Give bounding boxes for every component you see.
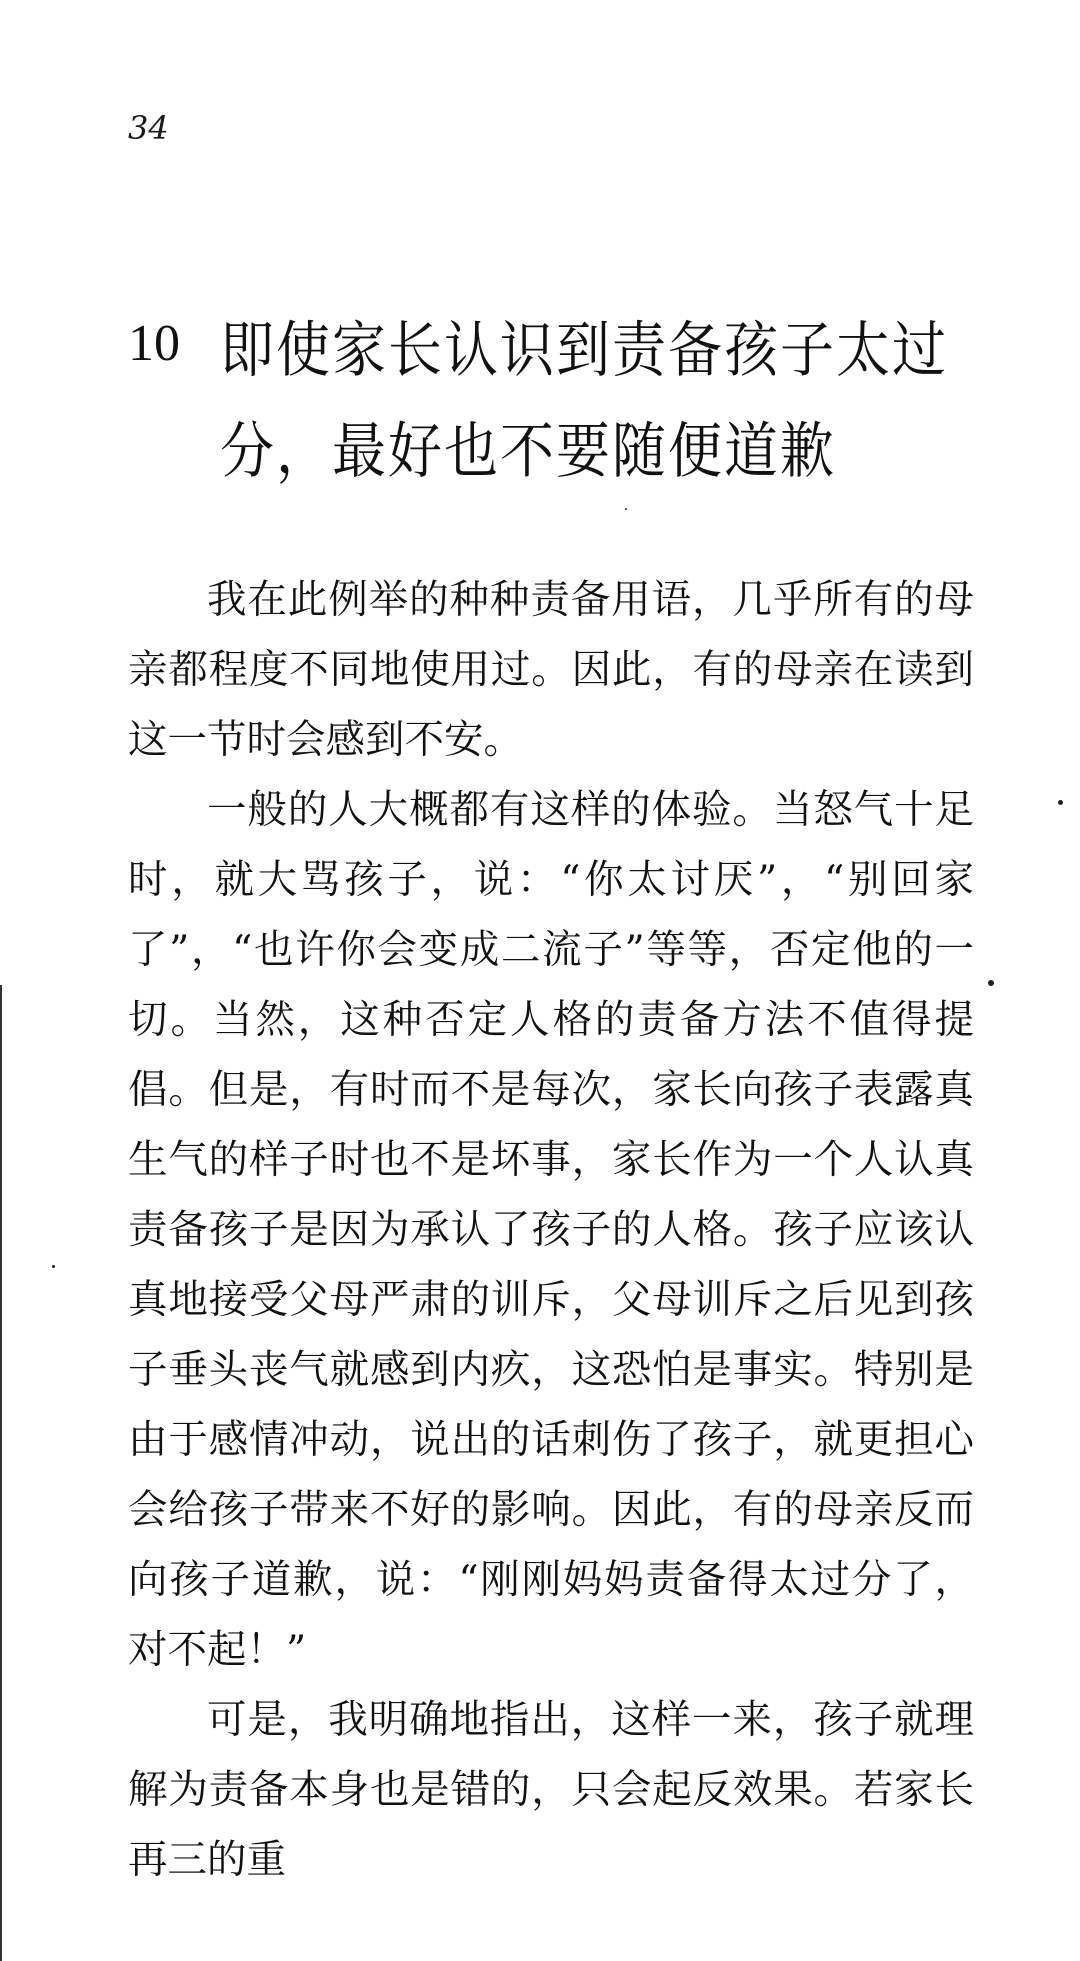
chapter-title: 即使家长认识到责备孩子太过分，最好也不要随便道歉 [220, 314, 948, 486]
scan-page-edge [0, 985, 2, 1961]
scan-speck [52, 1265, 55, 1268]
paragraph: 可是，我明确地指出，这样一来，孩子就理解为责备本身也是错的，只会起反效果。若家长再三的重 [128, 1697, 974, 1883]
paragraph: 一般的人大概都有这样的体验。当怒气十足时，就大骂孩子，说：“你太讨厌”，“别回家了”，“也许你会变成二流子”等等，否定他的一切。当然，这种否定人格的责备方法不值得提倡。但是，有时而不是每次，家长向孩子表露真生气的样子时也不是坏事，家长作为一个人认真责备孩子是因为承认了孩子的人格。孩子应该认真地接受父母严肃的训斥，父母训斥之后见到孩子垂头丧气就感到内疚，这恐怕是事实。特别是由于感情冲动，说出的话刺伤了孩子，就更担心会给孩子带来不好的影响。因此，有的母亲反而向孩子道歉，说：“刚刚妈妈责备得太过分了，对不起！” [128, 787, 974, 1673]
chapter-number: 10 [128, 315, 180, 372]
page-number: 34 [128, 109, 169, 147]
scan-speck [988, 980, 994, 986]
scan-speck [1058, 800, 1063, 805]
scan-speck [625, 508, 627, 510]
paragraph: 我在此例举的种种责备用语，几乎所有的母亲都程度不同地使用过。因此，有的母亲在读到这一节时会感到不安。 [128, 577, 974, 763]
body-text [128, 565, 974, 1895]
